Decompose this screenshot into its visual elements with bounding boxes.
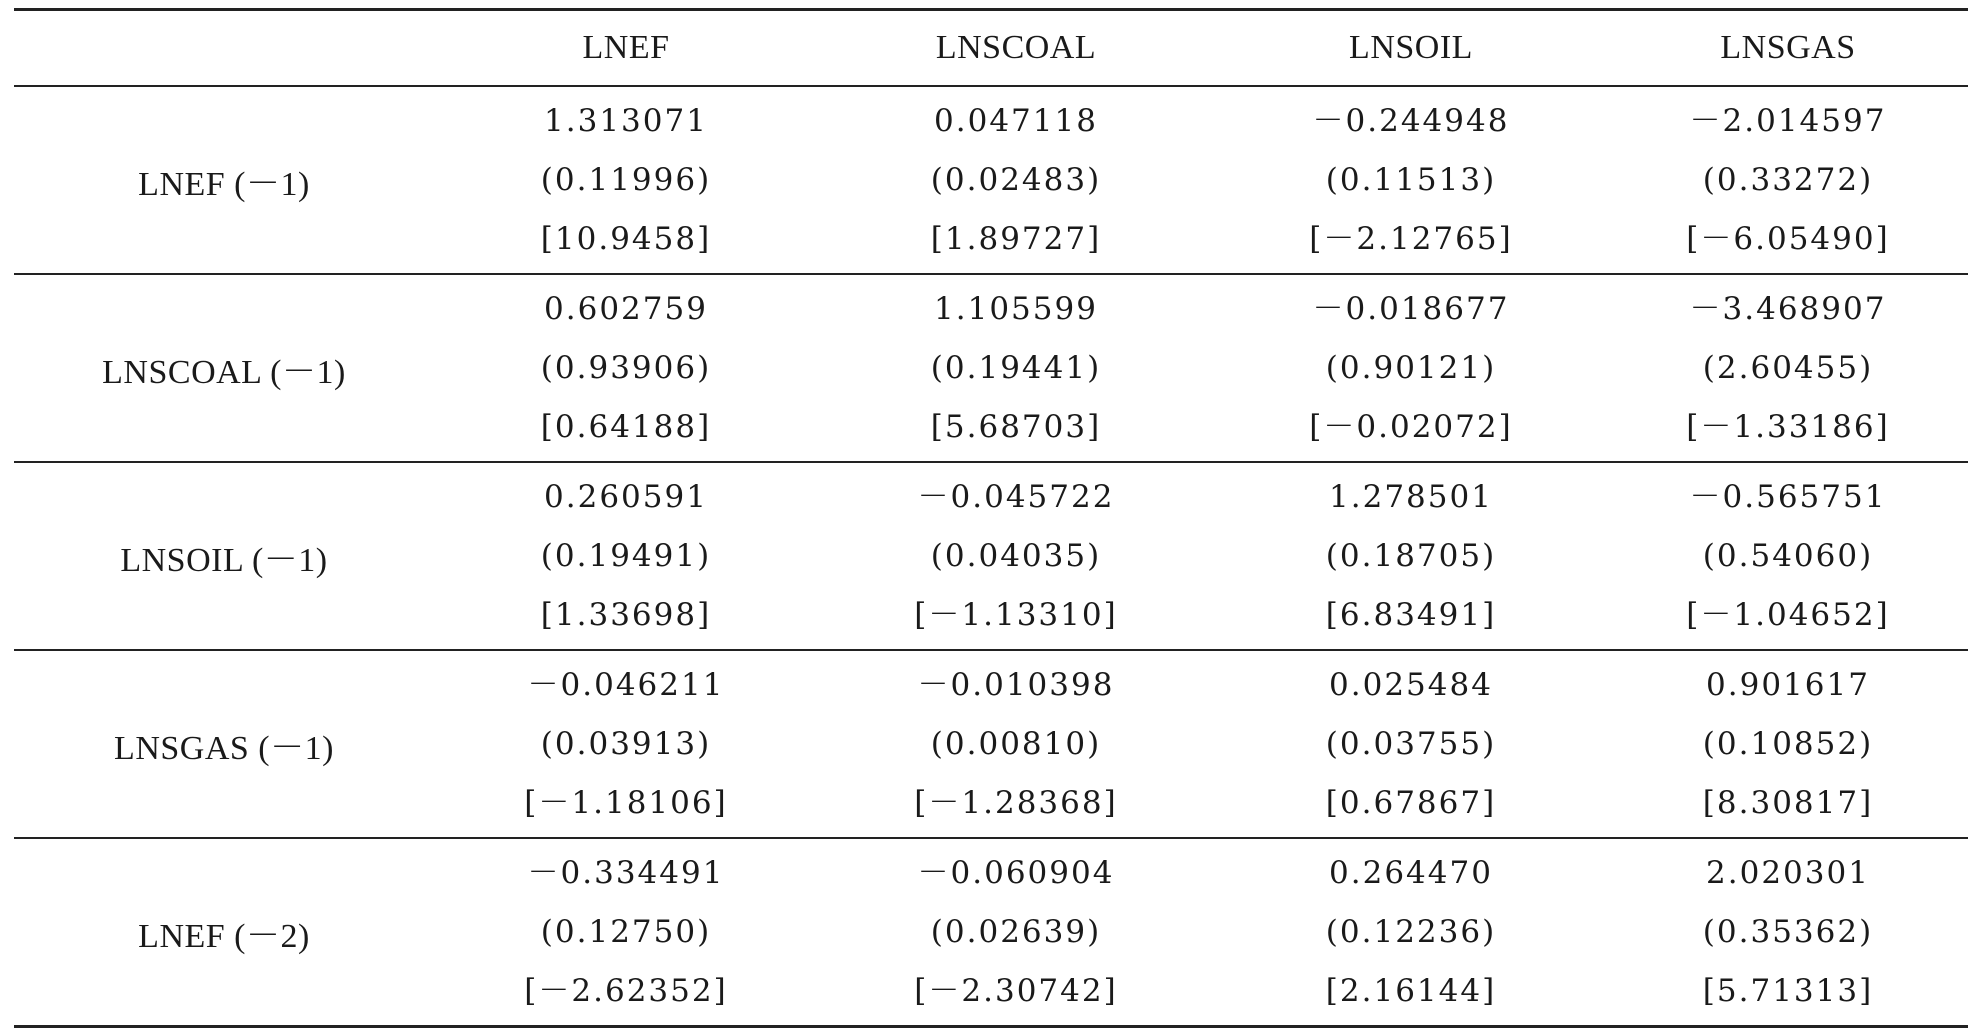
t-statistic: [5.68703]	[930, 408, 1102, 445]
coefficient: －3.468907	[1689, 290, 1887, 327]
table-row	[14, 462, 1968, 650]
cell-lnsoil	[1214, 462, 1608, 650]
t-statistic: [－6.05490]	[1686, 220, 1890, 257]
cell-value-stack	[1214, 463, 1608, 649]
table-body	[14, 86, 1968, 1027]
row-label: LNSGAS (－1)	[114, 729, 334, 767]
cell-lnef	[434, 838, 818, 1027]
cell-lnsgas	[1608, 462, 1968, 650]
cell-value-stack	[434, 463, 818, 649]
coefficient: 1.105599	[934, 290, 1098, 327]
t-statistic: [0.64188]	[540, 408, 712, 445]
cell-value-stack	[1608, 651, 1968, 837]
cell-lnsgas	[1608, 86, 1968, 274]
cell-lnef	[434, 462, 818, 650]
var-coefficient-table	[14, 8, 1968, 1028]
coefficient: －0.010398	[917, 666, 1115, 703]
standard-error: (0.19491)	[540, 537, 712, 574]
cell-lnsgas	[1608, 650, 1968, 838]
coefficient: －0.045722	[917, 478, 1115, 515]
standard-error: (0.02483)	[930, 161, 1102, 198]
t-statistic: [1.89727]	[930, 220, 1102, 257]
standard-error: (0.12750)	[540, 913, 712, 950]
coefficient: －0.060904	[917, 854, 1115, 891]
header-lnef: LNEF	[582, 29, 670, 66]
coefficient: 0.901617	[1706, 666, 1870, 703]
standard-error: (0.93906)	[540, 349, 712, 386]
standard-error: (0.03755)	[1325, 725, 1497, 762]
cell-lnsoil	[1214, 650, 1608, 838]
row-label: LNSCOAL (－1)	[102, 353, 346, 391]
table-row	[14, 274, 1968, 462]
coefficient: 0.602759	[544, 290, 708, 327]
standard-error: (0.19441)	[930, 349, 1102, 386]
t-statistic: [－2.30742]	[914, 972, 1118, 1009]
cell-lnef	[434, 650, 818, 838]
cell-lnef	[434, 274, 818, 462]
cell-value-stack	[1608, 87, 1968, 273]
t-statistic: [1.33698]	[540, 596, 712, 633]
cell-lnscoal	[818, 838, 1214, 1027]
t-statistic: [－1.28368]	[914, 784, 1118, 821]
standard-error: (0.03913)	[540, 725, 712, 762]
coefficient: 1.278501	[1329, 478, 1493, 515]
cell-lnsoil	[1214, 86, 1608, 274]
cell-value-stack	[1608, 463, 1968, 649]
header-lnscoal: LNSCOAL	[935, 29, 1097, 66]
cell-value-stack	[1214, 839, 1608, 1025]
t-statistic: [－2.62352]	[524, 972, 728, 1009]
cell-lnscoal	[818, 650, 1214, 838]
cell-value-stack	[818, 87, 1214, 273]
cell-value-stack	[1214, 87, 1608, 273]
cell-lnef	[434, 86, 818, 274]
cell-value-stack	[818, 839, 1214, 1025]
t-statistic: [5.71313]	[1702, 972, 1874, 1009]
cell-value-stack	[434, 87, 818, 273]
cell-lnsgas	[1608, 274, 1968, 462]
cell-lnscoal	[818, 274, 1214, 462]
cell-value-stack	[434, 839, 818, 1025]
coefficient: －0.565751	[1689, 478, 1887, 515]
header-empty-cell	[14, 10, 434, 87]
coefficient: 0.264470	[1329, 854, 1493, 891]
cell-value-stack	[1214, 651, 1608, 837]
header-lnsgas: LNSGAS	[1720, 29, 1856, 66]
cell-value-stack	[818, 651, 1214, 837]
cell-lnscoal	[818, 462, 1214, 650]
cell-value-stack	[434, 651, 818, 837]
standard-error: (0.04035)	[930, 537, 1102, 574]
t-statistic: [2.16144]	[1325, 972, 1497, 1009]
table-row	[14, 86, 1968, 274]
standard-error: (0.00810)	[930, 725, 1102, 762]
cell-value-stack	[1608, 839, 1968, 1025]
standard-error: (2.60455)	[1702, 349, 1874, 386]
t-statistic: [6.83491]	[1325, 596, 1497, 633]
row-label: LNSOIL (－1)	[120, 541, 328, 579]
coefficient-table-container	[14, 8, 1968, 1028]
standard-error: (0.11513)	[1325, 161, 1497, 198]
coefficient: 1.313071	[544, 102, 708, 139]
coefficient: －0.244948	[1312, 102, 1510, 139]
cell-value-stack	[1608, 275, 1968, 461]
t-statistic: [0.67867]	[1325, 784, 1497, 821]
t-statistic: [－1.13310]	[914, 596, 1118, 633]
cell-lnsoil	[1214, 838, 1608, 1027]
standard-error: (0.90121)	[1325, 349, 1497, 386]
standard-error: (0.12236)	[1325, 913, 1497, 950]
standard-error: (0.54060)	[1702, 537, 1874, 574]
t-statistic: [8.30817]	[1702, 784, 1874, 821]
header-lnsoil: LNSOIL	[1349, 29, 1473, 66]
standard-error: (0.35362)	[1702, 913, 1874, 950]
coefficient: －0.334491	[527, 854, 725, 891]
t-statistic: [－2.12765]	[1309, 220, 1513, 257]
standard-error: (0.11996)	[540, 161, 712, 198]
table-header-row	[14, 10, 1968, 87]
coefficient: 2.020301	[1706, 854, 1870, 891]
standard-error: (0.33272)	[1702, 161, 1874, 198]
coefficient: 0.047118	[934, 102, 1098, 139]
cell-value-stack	[434, 275, 818, 461]
coefficient: －0.046211	[527, 666, 725, 703]
coefficient: －2.014597	[1689, 102, 1887, 139]
cell-lnsoil	[1214, 274, 1608, 462]
cell-value-stack	[1214, 275, 1608, 461]
table-row	[14, 838, 1968, 1027]
t-statistic: [－1.04652]	[1686, 596, 1890, 633]
t-statistic: [10.9458]	[540, 220, 712, 257]
coefficient: －0.018677	[1312, 290, 1510, 327]
row-label: LNEF (－1)	[138, 165, 310, 203]
coefficient: 0.260591	[544, 478, 708, 515]
standard-error: (0.02639)	[930, 913, 1102, 950]
standard-error: (0.18705)	[1325, 537, 1497, 574]
table-row	[14, 650, 1968, 838]
cell-value-stack	[818, 463, 1214, 649]
coefficient: 0.025484	[1329, 666, 1493, 703]
cell-lnsgas	[1608, 838, 1968, 1027]
cell-lnscoal	[818, 86, 1214, 274]
t-statistic: [－1.18106]	[524, 784, 728, 821]
standard-error: (0.10852)	[1702, 725, 1874, 762]
cell-value-stack	[818, 275, 1214, 461]
t-statistic: [－0.02072]	[1309, 408, 1513, 445]
t-statistic: [－1.33186]	[1686, 408, 1890, 445]
row-label: LNEF (－2)	[138, 917, 310, 955]
